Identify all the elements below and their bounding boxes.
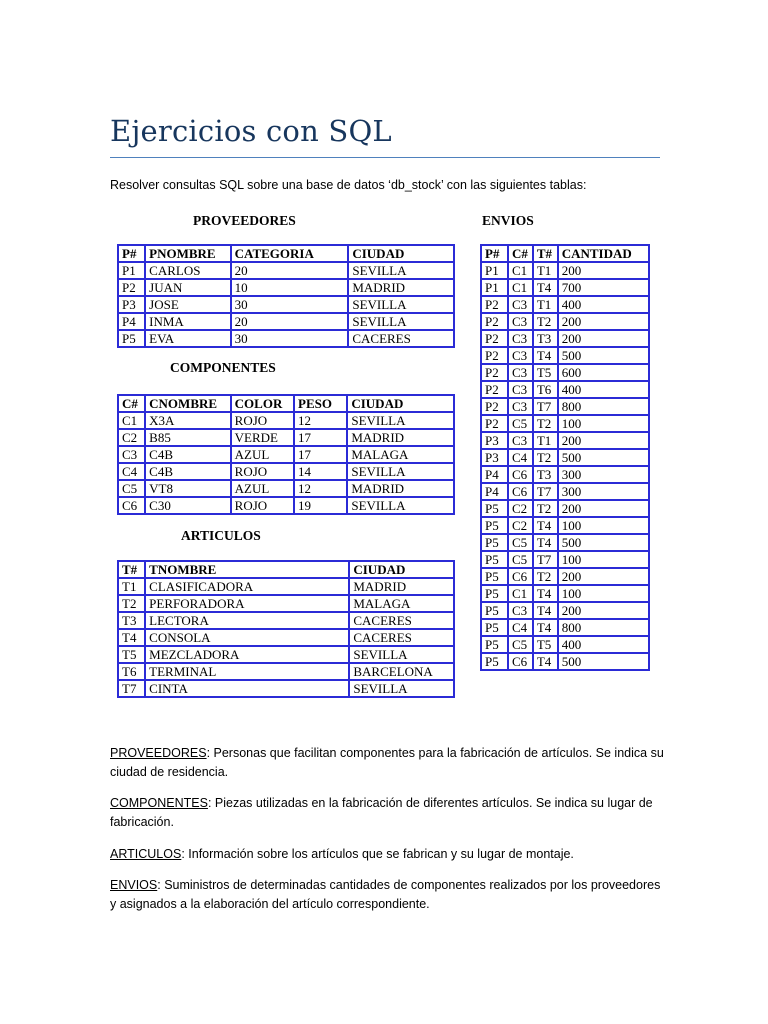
table-cell: 400 xyxy=(558,381,649,398)
desc-text: : Información sobre los artículos que se fabrican y su lugar de montaje. xyxy=(181,847,574,861)
table-cell: ROJO xyxy=(231,463,294,480)
table-cell: B85 xyxy=(145,429,231,446)
table-row xyxy=(481,517,649,534)
table-cell: P5 xyxy=(481,551,508,568)
table-cell: CARLOS xyxy=(145,262,231,279)
table-cell: T3 xyxy=(533,330,558,347)
table-cell: P2 xyxy=(481,398,508,415)
table-row xyxy=(118,680,454,697)
column-header: CATEGORIA xyxy=(231,245,349,262)
table-cell: C3 xyxy=(508,432,533,449)
table-cell: 200 xyxy=(558,432,649,449)
table-cell: T2 xyxy=(118,595,145,612)
table-cell: T1 xyxy=(533,432,558,449)
table-cell: 10 xyxy=(231,279,349,296)
table-header-row xyxy=(118,395,454,412)
table-cell: 800 xyxy=(558,398,649,415)
table-cell: EVA xyxy=(145,330,231,347)
table-cell: P4 xyxy=(481,483,508,500)
desc-text: : Piezas utilizadas en la fabricación de diferentes artículos. Se indica su lugar de fabricación. xyxy=(110,796,653,829)
table-row xyxy=(118,463,454,480)
table-row xyxy=(118,296,454,313)
table-cell: C2 xyxy=(118,429,145,446)
table-row xyxy=(118,330,454,347)
table-cell: P1 xyxy=(481,262,508,279)
table-row xyxy=(481,483,649,500)
table-row xyxy=(118,262,454,279)
table-cell: C1 xyxy=(118,412,145,429)
table-cell: C5 xyxy=(508,551,533,568)
table-cell: MADRID xyxy=(349,578,454,595)
table-row xyxy=(481,534,649,551)
table-cell: INMA xyxy=(145,313,231,330)
table-cell: MADRID xyxy=(348,279,454,296)
desc-envios xyxy=(110,876,665,914)
table-row xyxy=(481,415,649,432)
envios-caption: ENVIOS xyxy=(482,213,534,228)
table-cell: BARCELONA xyxy=(349,663,454,680)
table-cell: T5 xyxy=(533,636,558,653)
table-cell: C4 xyxy=(508,619,533,636)
table-cell: 500 xyxy=(558,347,649,364)
table-cell: JOSE xyxy=(145,296,231,313)
desc-term: ENVIOS xyxy=(110,878,158,892)
table-cell: C3 xyxy=(508,330,533,347)
table-cell: T4 xyxy=(533,585,558,602)
table-cell: P2 xyxy=(481,364,508,381)
table-cell: C4 xyxy=(508,449,533,466)
table-cell: 200 xyxy=(558,500,649,517)
table-cell: P2 xyxy=(481,313,508,330)
table-cell: C4B xyxy=(145,463,231,480)
table-row xyxy=(118,412,454,429)
table-cell: P3 xyxy=(118,296,145,313)
table-cell: SEVILLA xyxy=(348,296,454,313)
table-cell: SEVILLA xyxy=(347,463,454,480)
table-cell: C6 xyxy=(508,653,533,670)
table-cell: P3 xyxy=(481,432,508,449)
table-cell: 30 xyxy=(231,330,349,347)
table-cell: PERFORADORA xyxy=(145,595,349,612)
table-cell: T2 xyxy=(533,415,558,432)
table-cell: 20 xyxy=(231,313,349,330)
table-row xyxy=(481,381,649,398)
table-cell: C5 xyxy=(508,415,533,432)
table-cell: 14 xyxy=(294,463,347,480)
table-row xyxy=(118,629,454,646)
table-cell: 200 xyxy=(558,313,649,330)
table-cell: SEVILLA xyxy=(348,313,454,330)
table-cell: T7 xyxy=(533,398,558,415)
table-cell: AZUL xyxy=(231,480,294,497)
table-cell: C30 xyxy=(145,497,231,514)
table-cell: C1 xyxy=(508,262,533,279)
table-row xyxy=(118,497,454,514)
column-header: CANTIDAD xyxy=(558,245,649,262)
table-cell: P5 xyxy=(481,636,508,653)
table-cell: 600 xyxy=(558,364,649,381)
table-cell: 300 xyxy=(558,466,649,483)
table-cell: C4 xyxy=(118,463,145,480)
table-row xyxy=(481,449,649,466)
table-cell: VT8 xyxy=(145,480,231,497)
componentes-caption: COMPONENTES xyxy=(170,360,276,375)
table-cell: T6 xyxy=(118,663,145,680)
table-cell: 800 xyxy=(558,619,649,636)
table-cell: C3 xyxy=(508,381,533,398)
table-row xyxy=(118,646,454,663)
table-row xyxy=(481,568,649,585)
table-cell: 100 xyxy=(558,585,649,602)
table-cell: P2 xyxy=(481,296,508,313)
table-cell: SEVILLA xyxy=(347,497,454,514)
envios-table xyxy=(480,244,650,671)
table-row xyxy=(118,429,454,446)
table-cell: T7 xyxy=(118,680,145,697)
table-cell: T4 xyxy=(533,347,558,364)
table-row xyxy=(118,578,454,595)
column-header: PESO xyxy=(294,395,347,412)
table-cell: C1 xyxy=(508,279,533,296)
table-cell: T4 xyxy=(533,534,558,551)
table-cell: LECTORA xyxy=(145,612,349,629)
table-cell: 20 xyxy=(231,262,349,279)
table-cell: P5 xyxy=(118,330,145,347)
articulos-caption: ARTICULOS xyxy=(181,528,261,543)
table-cell: P5 xyxy=(481,500,508,517)
table-cell: P1 xyxy=(118,262,145,279)
table-cell: 12 xyxy=(294,412,347,429)
table-cell: T4 xyxy=(533,602,558,619)
table-cell: TERMINAL xyxy=(145,663,349,680)
table-row xyxy=(118,279,454,296)
table-cell: C3 xyxy=(508,347,533,364)
table-cell: AZUL xyxy=(231,446,294,463)
table-cell: C3 xyxy=(508,313,533,330)
table-row xyxy=(118,595,454,612)
table-row xyxy=(481,432,649,449)
table-cell: P5 xyxy=(481,517,508,534)
title-underline xyxy=(110,157,660,158)
column-header: T# xyxy=(118,561,145,578)
table-cell: P4 xyxy=(118,313,145,330)
table-cell: MADRID xyxy=(347,429,454,446)
table-cell: C6 xyxy=(508,568,533,585)
proveedores-caption: PROVEEDORES xyxy=(193,213,296,228)
table-cell: VERDE xyxy=(231,429,294,446)
table-cell: C3 xyxy=(508,364,533,381)
table-cell: C3 xyxy=(508,296,533,313)
table-cell: MALAGA xyxy=(349,595,454,612)
table-cell: P2 xyxy=(481,347,508,364)
page-title: Ejercicios con SQL xyxy=(110,114,392,148)
column-header: CIUDAD xyxy=(348,245,454,262)
table-cell: T6 xyxy=(533,381,558,398)
table-row xyxy=(118,663,454,680)
table-cell: C6 xyxy=(118,497,145,514)
column-header: C# xyxy=(508,245,533,262)
table-cell: CACERES xyxy=(349,612,454,629)
table-cell: T2 xyxy=(533,500,558,517)
table-row xyxy=(481,602,649,619)
table-cell: MADRID xyxy=(347,480,454,497)
table-cell: C2 xyxy=(508,500,533,517)
table-row xyxy=(481,313,649,330)
table-row xyxy=(481,500,649,517)
table-row xyxy=(481,279,649,296)
table-cell: CONSOLA xyxy=(145,629,349,646)
table-cell: T4 xyxy=(533,517,558,534)
table-cell: T1 xyxy=(533,296,558,313)
table-header-row xyxy=(118,245,454,262)
table-cell: P5 xyxy=(481,619,508,636)
column-header: P# xyxy=(118,245,145,262)
table-cell: 100 xyxy=(558,517,649,534)
desc-proveedores xyxy=(110,744,665,782)
column-header: PNOMBRE xyxy=(145,245,231,262)
table-cell: ROJO xyxy=(231,412,294,429)
table-row xyxy=(118,446,454,463)
table-cell: X3A xyxy=(145,412,231,429)
table-cell: P5 xyxy=(481,534,508,551)
table-cell: T2 xyxy=(533,568,558,585)
table-cell: 200 xyxy=(558,330,649,347)
table-cell: SEVILLA xyxy=(348,262,454,279)
table-cell: T4 xyxy=(533,653,558,670)
table-cell: 300 xyxy=(558,483,649,500)
table-cell: P2 xyxy=(481,415,508,432)
table-cell: P5 xyxy=(481,602,508,619)
table-cell: T7 xyxy=(533,551,558,568)
column-header: COLOR xyxy=(231,395,294,412)
table-cell: CINTA xyxy=(145,680,349,697)
table-cell: P3 xyxy=(481,449,508,466)
table-row xyxy=(481,551,649,568)
column-header: CIUDAD xyxy=(349,561,454,578)
table-cell: 17 xyxy=(294,429,347,446)
table-cell: T3 xyxy=(533,466,558,483)
table-row xyxy=(481,347,649,364)
column-header: T# xyxy=(533,245,558,262)
table-cell: 400 xyxy=(558,636,649,653)
table-cell: MEZCLADORA xyxy=(145,646,349,663)
table-cell: C6 xyxy=(508,466,533,483)
table-cell: 30 xyxy=(231,296,349,313)
table-cell: P1 xyxy=(481,279,508,296)
table-cell: T4 xyxy=(118,629,145,646)
table-cell: T4 xyxy=(533,619,558,636)
table-cell: C3 xyxy=(118,446,145,463)
table-row xyxy=(481,585,649,602)
desc-componentes xyxy=(110,794,665,832)
table-cell: T1 xyxy=(118,578,145,595)
table-cell: 200 xyxy=(558,262,649,279)
table-cell: C3 xyxy=(508,398,533,415)
table-cell: P5 xyxy=(481,585,508,602)
intro-text: Resolver consultas SQL sobre una base de datos ‘db_stock’ con las siguientes tablas: xyxy=(110,178,587,192)
table-cell: P5 xyxy=(481,653,508,670)
table-row xyxy=(481,619,649,636)
table-cell: 500 xyxy=(558,653,649,670)
table-cell: SEVILLA xyxy=(349,646,454,663)
desc-term: COMPONENTES xyxy=(110,796,208,810)
table-cell: 400 xyxy=(558,296,649,313)
table-cell: 200 xyxy=(558,568,649,585)
desc-term: ARTICULOS xyxy=(110,847,182,861)
table-cell: ROJO xyxy=(231,497,294,514)
table-cell: 100 xyxy=(558,415,649,432)
table-row xyxy=(481,653,649,670)
table-cell: CACERES xyxy=(349,629,454,646)
table-cell: T2 xyxy=(533,313,558,330)
table-row xyxy=(481,466,649,483)
table-row xyxy=(118,612,454,629)
table-cell: 19 xyxy=(294,497,347,514)
desc-articulos xyxy=(110,845,665,864)
column-header: CIUDAD xyxy=(347,395,454,412)
table-row xyxy=(481,636,649,653)
table-cell: C6 xyxy=(508,483,533,500)
table-cell: T1 xyxy=(533,262,558,279)
table-cell: SEVILLA xyxy=(349,680,454,697)
table-row xyxy=(481,296,649,313)
table-cell: P5 xyxy=(481,568,508,585)
articulos-table xyxy=(117,560,455,698)
column-header: P# xyxy=(481,245,508,262)
column-header: TNOMBRE xyxy=(145,561,349,578)
table-row xyxy=(118,313,454,330)
table-cell: P2 xyxy=(481,381,508,398)
table-cell: T5 xyxy=(533,364,558,381)
componentes-table xyxy=(117,394,455,515)
table-row xyxy=(481,262,649,279)
table-cell: 12 xyxy=(294,480,347,497)
table-row xyxy=(481,330,649,347)
desc-text: : Personas que facilitan componentes para la fabricación de artículos. Se indica su ciudad de residencia. xyxy=(110,746,664,779)
table-cell: C1 xyxy=(508,585,533,602)
table-cell: T2 xyxy=(533,449,558,466)
table-cell: C2 xyxy=(508,517,533,534)
table-cell: 17 xyxy=(294,446,347,463)
table-cell: C3 xyxy=(508,602,533,619)
table-cell: 500 xyxy=(558,449,649,466)
table-cell: MALAGA xyxy=(347,446,454,463)
table-cell: 500 xyxy=(558,534,649,551)
table-cell: C4B xyxy=(145,446,231,463)
table-cell: SEVILLA xyxy=(347,412,454,429)
table-cell: CACERES xyxy=(348,330,454,347)
table-header-row xyxy=(481,245,649,262)
proveedores-table xyxy=(117,244,455,348)
table-cell: CLASIFICADORA xyxy=(145,578,349,595)
table-cell: T5 xyxy=(118,646,145,663)
table-cell: JUAN xyxy=(145,279,231,296)
column-header: C# xyxy=(118,395,145,412)
table-row xyxy=(118,480,454,497)
table-header-row xyxy=(118,561,454,578)
table-cell: 100 xyxy=(558,551,649,568)
table-cell: C5 xyxy=(508,636,533,653)
table-cell: P4 xyxy=(481,466,508,483)
table-cell: T4 xyxy=(533,279,558,296)
desc-term: PROVEEDORES xyxy=(110,746,207,760)
table-cell: P2 xyxy=(118,279,145,296)
desc-text: : Suministros de determinadas cantidades de componentes realizados por los proveedores y asignados a la elaboración del artículo correspondiente. xyxy=(110,878,661,911)
table-cell: 700 xyxy=(558,279,649,296)
column-header: CNOMBRE xyxy=(145,395,231,412)
table-cell: C5 xyxy=(118,480,145,497)
table-cell: T3 xyxy=(118,612,145,629)
table-cell: P2 xyxy=(481,330,508,347)
table-cell: T7 xyxy=(533,483,558,500)
table-row xyxy=(481,398,649,415)
table-cell: 200 xyxy=(558,602,649,619)
table-row xyxy=(481,364,649,381)
table-cell: C5 xyxy=(508,534,533,551)
